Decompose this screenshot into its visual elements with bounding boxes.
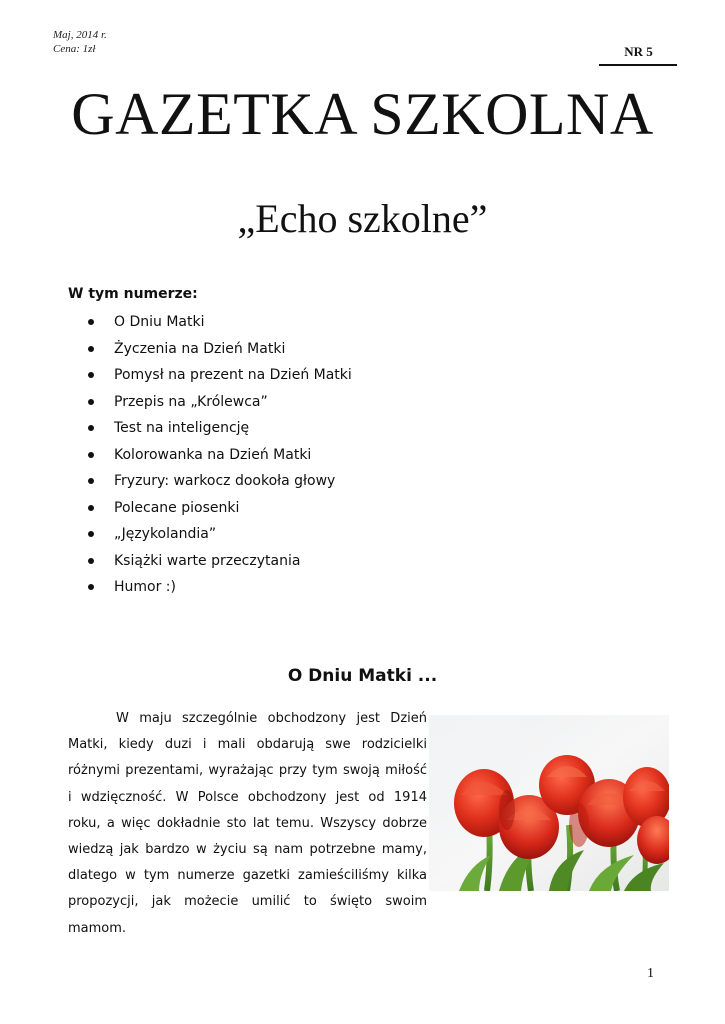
contents-item-label: Pomysł na prezent na Dzień Matki [114,367,352,383]
contents-item-label: Życzenia na Dzień Matki [114,340,286,357]
page-number: 1 [647,966,654,981]
contents-item-label: Książki warte przeczytania [114,552,301,569]
issue-meta [53,28,107,56]
contents-item-label: Przepis na „Królewca” [114,393,268,410]
article-body: W maju szczególnie obchodzony jest Dzień Matki, kiedy duzi i mali obdarują swe rodzicielki różnymi prezentami, wyrażając przy tym swoją miłość i wdzięczność. W Polsce obchodzony jest od 1914 roku, a więc dokładnie sto lat temu. Wszyscy dobrze wiedzą jak bardzo w życiu są nam potrzebne mamy, dlatego w tym numerze gazetki zamieściliśmy kilka propozycji, jak możecie umilić to święto swoim mamom. [68,711,427,936]
newspaper-title: GAZETKA SZKOLNA [71,81,654,147]
contents-item-label: O Dniu Matki [114,314,205,330]
issue-price: Cena: 1zł [53,43,96,55]
issue-number-rule [599,64,677,66]
bullet-icon [88,346,94,352]
article-title: O Dniu Matki ... [287,666,438,686]
issue-number: NR 5 [624,44,653,59]
contents-item [88,442,352,469]
contents-item-label: Kolorowanka na Dzień Matki [114,446,312,463]
contents-item-label: Polecane piosenki [114,499,240,516]
bullet-icon [88,584,94,590]
bullet-icon [88,399,94,405]
bullet-icon [88,452,94,458]
contents-item [88,574,352,601]
contents-list [88,309,352,601]
contents-item [88,468,352,495]
red-tulips-image [429,715,669,891]
contents-item-label: Fryzury: warkocz dookoła głowy [114,473,336,489]
contents-item [88,389,352,416]
contents-item [88,521,352,548]
contents-heading: W tym numerze: [68,286,198,302]
issue-date: Maj, 2014 r. [53,29,107,41]
contents-item [88,548,352,575]
contents-item [88,309,352,336]
contents-item [88,336,352,363]
bullet-icon [88,531,94,537]
newspaper-subtitle: „Echo szkolne” [237,196,488,241]
contents-item [88,362,352,389]
bullet-icon [88,319,94,325]
bullet-icon [88,478,94,484]
contents-item-label: Humor :) [114,579,176,595]
bullet-icon [88,558,94,564]
contents-item-label: „Językolandia” [114,526,217,542]
contents-item-label: Test na inteligencję [114,420,250,436]
contents-item [88,415,352,442]
tulips-photo [429,715,669,891]
bullet-icon [88,505,94,511]
bullet-icon [88,372,94,378]
bullet-icon [88,425,94,431]
contents-item [88,495,352,522]
